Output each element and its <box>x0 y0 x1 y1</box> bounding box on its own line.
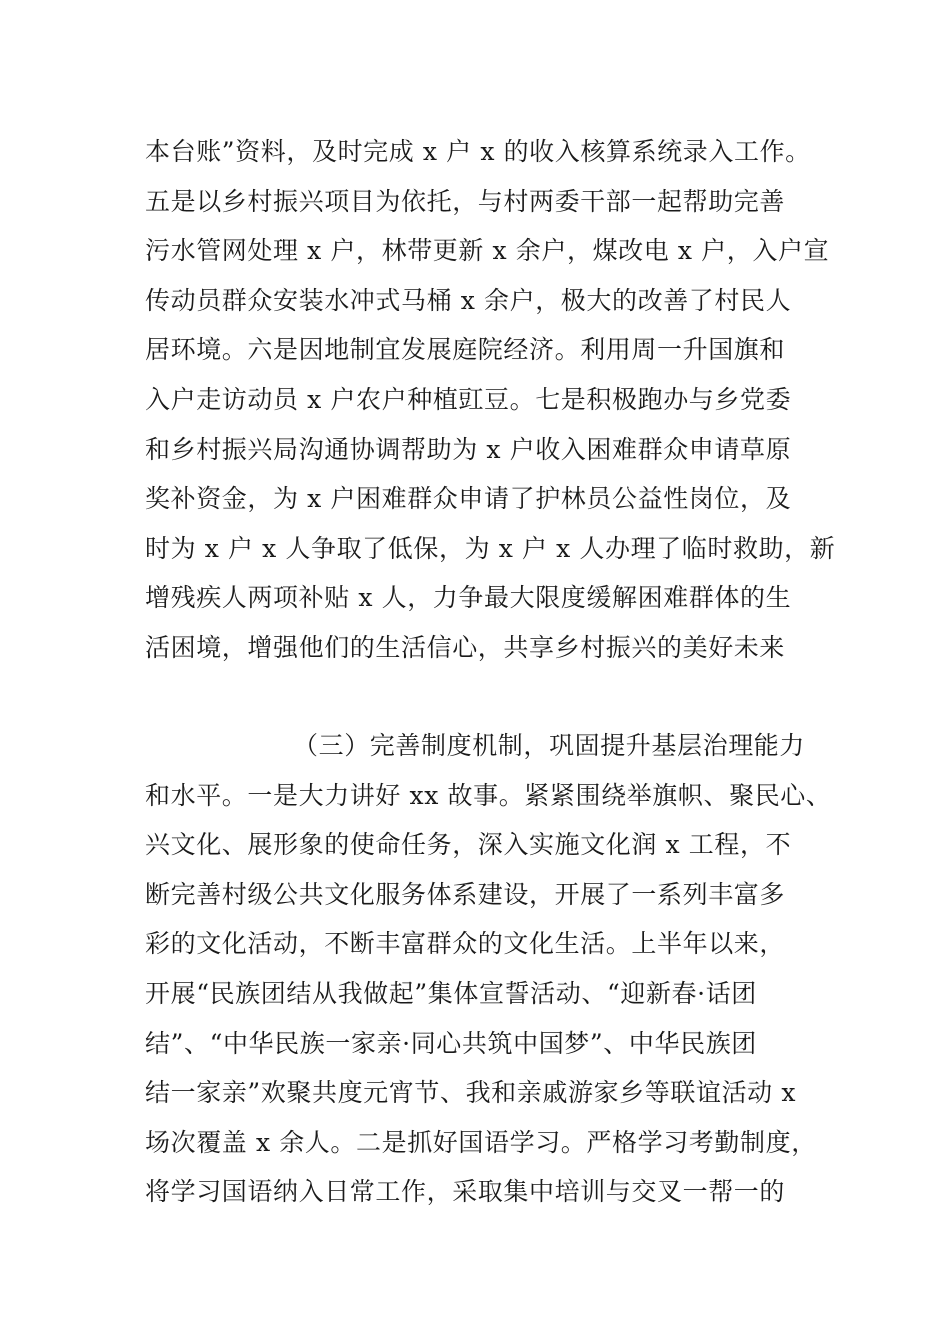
paragraph-section-three <box>145 721 832 1217</box>
text-line: 居环境。六是因地制宜发展庭院经济。利用周一升国旗和 <box>145 335 786 365</box>
text-line: 彩的文化活动，不断丰富群众的文化生活。上半年以来， <box>145 929 786 959</box>
text-line: 开展“民族团结从我做起”集体宣誓活动、“迎新春·话团 <box>145 978 757 1008</box>
text-line: 奖补资金，为 x 户困难群众申请了护林员公益性岗位，及 <box>145 484 792 514</box>
text-line: 断完善村级公共文化服务体系建设，开展了一系列丰富多 <box>145 879 786 909</box>
text-line: 污水管网处理 x 户，林带更新 x 余户，煤改电 x 户，入户宣 <box>145 236 830 266</box>
text-line: 本台账”资料，及时完成 x 户 x 的收入核算系统录入工作。 <box>145 137 811 166</box>
paragraph-section-two-tail <box>145 127 836 673</box>
text-line: 五是以乡村振兴项目为依托，与村两委干部一起帮助完善 <box>145 186 786 216</box>
text-line: 兴文化、展形象的使命任务，深入实施文化润 x 工程，不 <box>145 830 792 860</box>
text-line: 结一家亲”欢聚共度元宵节、我和亲戚游家乡等联谊活动 x <box>145 1078 797 1108</box>
text-line: 传动员群众安装水冲式马桶 x 余户，极大的改善了村民人 <box>145 285 792 315</box>
text-line: 增残疾人两项补贴 x 人，力争最大限度缓解困难群体的生 <box>145 583 792 613</box>
text-line: 和乡村振兴局沟通协调帮助为 x 户收入困难群众申请草原 <box>145 434 792 464</box>
text-line: 入户走访动员 x 户农户种植豇豆。七是积极跑办与乡党委 <box>145 384 792 414</box>
text-line: 时为 x 户 x 人争取了低保，为 x 户 x 人办理了临时救助，新 <box>145 533 836 563</box>
text-line: 场次覆盖 x 余人。二是抓好国语学习。严格学习考勤制度， <box>145 1127 817 1157</box>
text-line: 结”、“中华民族一家亲·同心共筑中国梦”、中华民族团 <box>145 1028 757 1058</box>
text-line: 活困境，增强他们的生活信心，共享乡村振兴的美好未来 <box>145 632 786 662</box>
text-line: 将学习国语纳入日常工作，采取集中培训与交叉一帮一的 <box>145 1177 786 1207</box>
text-line: 和水平。一是大力讲好 xx 故事。紧紧围绕举旗帜、聚民心、 <box>145 780 832 810</box>
section-heading: （三）完善制度机制，巩固提升基层治理能力 <box>293 731 806 760</box>
